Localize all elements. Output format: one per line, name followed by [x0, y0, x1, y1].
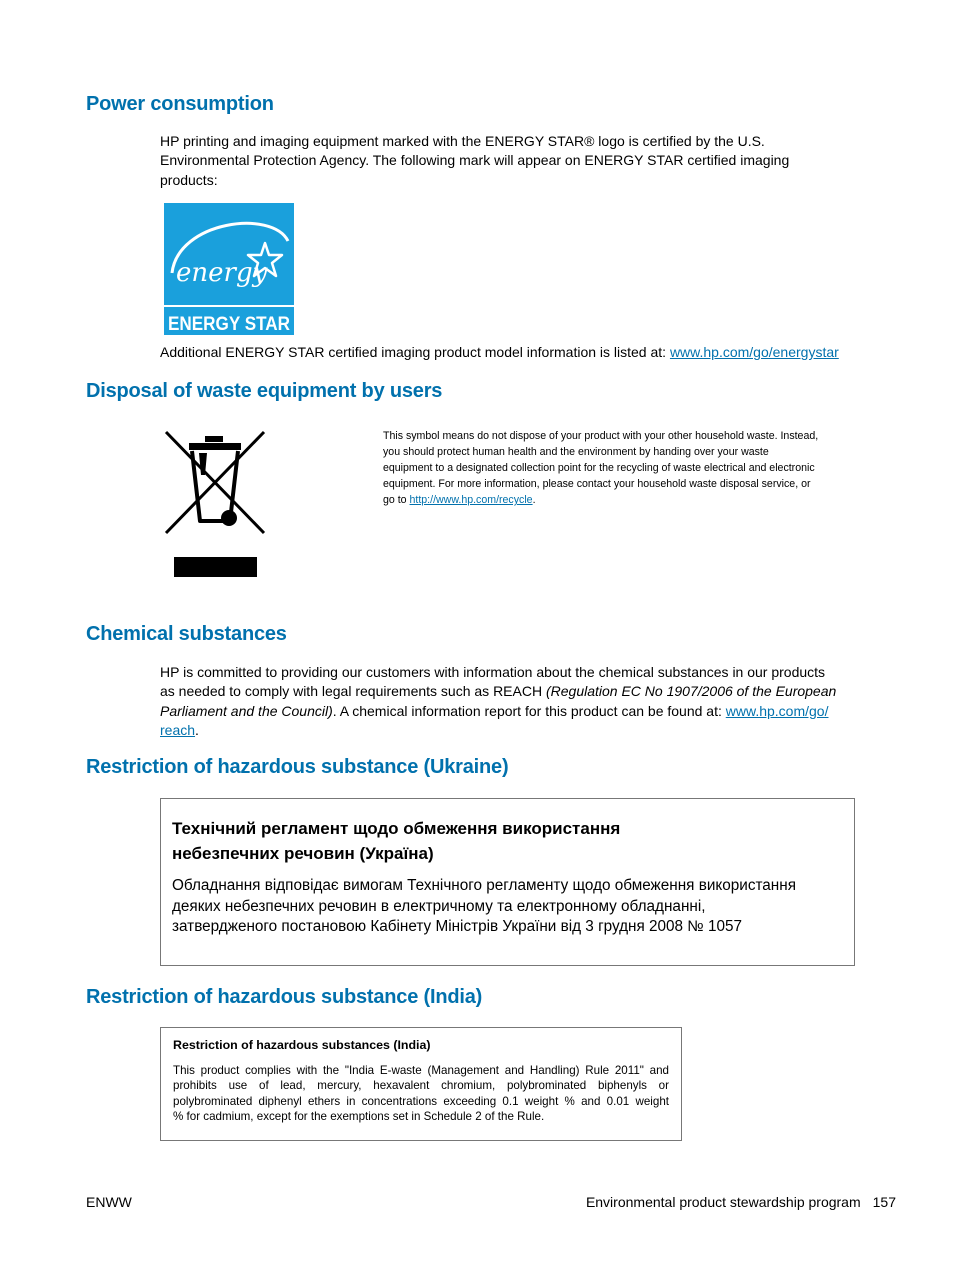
energy-star-logo: [164, 203, 294, 335]
chemical-line-2: [160, 682, 880, 701]
page-number: 157: [872, 1194, 896, 1210]
chemical-line-3: [160, 702, 880, 721]
power-line-1: HP printing and imaging equipment marked with the ENERGY STAR® logo is certified by the U.S.: [160, 133, 765, 149]
disposal-line-5: [383, 492, 883, 508]
heading-chemical-substances: Chemical substances: [86, 623, 287, 645]
disposal-line-4: equipment. For more information, please contact your household waste disposal service, or: [383, 478, 811, 490]
footer-right: [586, 1194, 896, 1210]
disposal-line-2: you should protect human health and the environment by handing over your waste: [383, 446, 769, 458]
energy-script: energy: [176, 258, 268, 288]
chemical-line-1: HP is committed to providing our customers with information about the chemical substances in our products: [160, 664, 826, 680]
heading-ukraine: Restriction of hazardous substance (Ukraine): [86, 756, 509, 778]
chemical-paragraph: [160, 663, 880, 740]
heading-india: Restriction of hazardous substance (India): [86, 986, 483, 1008]
ukraine-box: [160, 798, 855, 966]
heading-disposal: Disposal of waste equipment by users: [86, 380, 443, 402]
disposal-period: .: [532, 494, 536, 506]
power-line-2: Environmental Protection Agency. The following mark will appear on ENERGY STAR certified imaging: [160, 152, 790, 169]
chemical-line-4: [160, 721, 880, 740]
chemical-line-3-plain: . A chemical information report for this product can be found at:: [332, 702, 726, 719]
chemical-parliament-italic: Parliament and the Council): [160, 702, 333, 719]
india-box-title: Restriction of hazardous substances (India): [173, 1038, 431, 1052]
energy-star-link[interactable]: www.hp.com/go/energystar: [669, 344, 839, 360]
ukraine-box-text-1: Обладнання відповідає вимогам Технічного регламенту щодо обмеження використання: [172, 877, 796, 894]
chemical-period: .: [195, 721, 199, 738]
footer-title: Environmental product stewardship program: [585, 1194, 861, 1210]
crossed-bin-icon: [163, 429, 267, 579]
disposal-goto: go to: [383, 494, 410, 506]
ukraine-box-title-2: небезпечних речовин (Україна): [172, 844, 434, 863]
disposal-line-3: equipment to a designated collection point for the recycling of waste electrical and electronic: [383, 462, 815, 474]
footer-left: ENWW: [86, 1194, 132, 1210]
india-box: [160, 1027, 682, 1141]
india-box-text-3: polybrominated diphenyl ethers in concentrations exceeding 0.1 weight % and 0.01 weight: [173, 1095, 669, 1108]
energy-star-icon: [164, 203, 294, 335]
india-box-text-4: % for cadmium, except for the exemptions set in Schedule 2 of the Rule.: [173, 1110, 545, 1123]
power-line-3: products:: [160, 171, 218, 188]
india-box-text-1: This product complies with the "India E-waste (Management and Handling) Rule 2011" and: [173, 1064, 669, 1077]
india-box-text-2: prohibits use of lead, mercury, hexavalent chromium, polybrominated biphenyls or: [173, 1079, 669, 1092]
energy-star-text: ENERGY STAR: [168, 314, 291, 335]
reach-link-part-2[interactable]: reach: [160, 721, 196, 738]
ukraine-box-text-3: затвердженого постановою Кабінету Міністрів України від 3 грудня 2008 № 1057: [172, 918, 742, 935]
reach-link-part-1[interactable]: www.hp.com/go/: [725, 702, 829, 719]
heading-power-consumption: Power consumption: [86, 93, 274, 115]
energy-star-info: [160, 343, 880, 362]
chemical-line-2-plain: as needed to comply with legal requirements such as REACH: [160, 683, 546, 700]
ukraine-box-text-2: деяких небезпечних речовин в електричному та електронному обладнанні,: [172, 898, 706, 915]
recycle-link[interactable]: http://www.hp.com/recycle: [409, 494, 533, 506]
power-paragraph: [160, 132, 880, 190]
weee-symbol: [163, 429, 267, 579]
disposal-line-1: This symbol means do not dispose of your product with your other household waste. Instead,: [383, 430, 819, 442]
disposal-text: [383, 428, 883, 508]
chemical-regulation-italic: (Regulation EC No 1907/2006 of the European: [545, 683, 837, 700]
energy-star-info-text: Additional ENERGY STAR certified imaging product model information is listed at:: [160, 344, 670, 360]
ukraine-box-title-1: Технічний регламент щодо обмеження використання: [172, 819, 621, 838]
